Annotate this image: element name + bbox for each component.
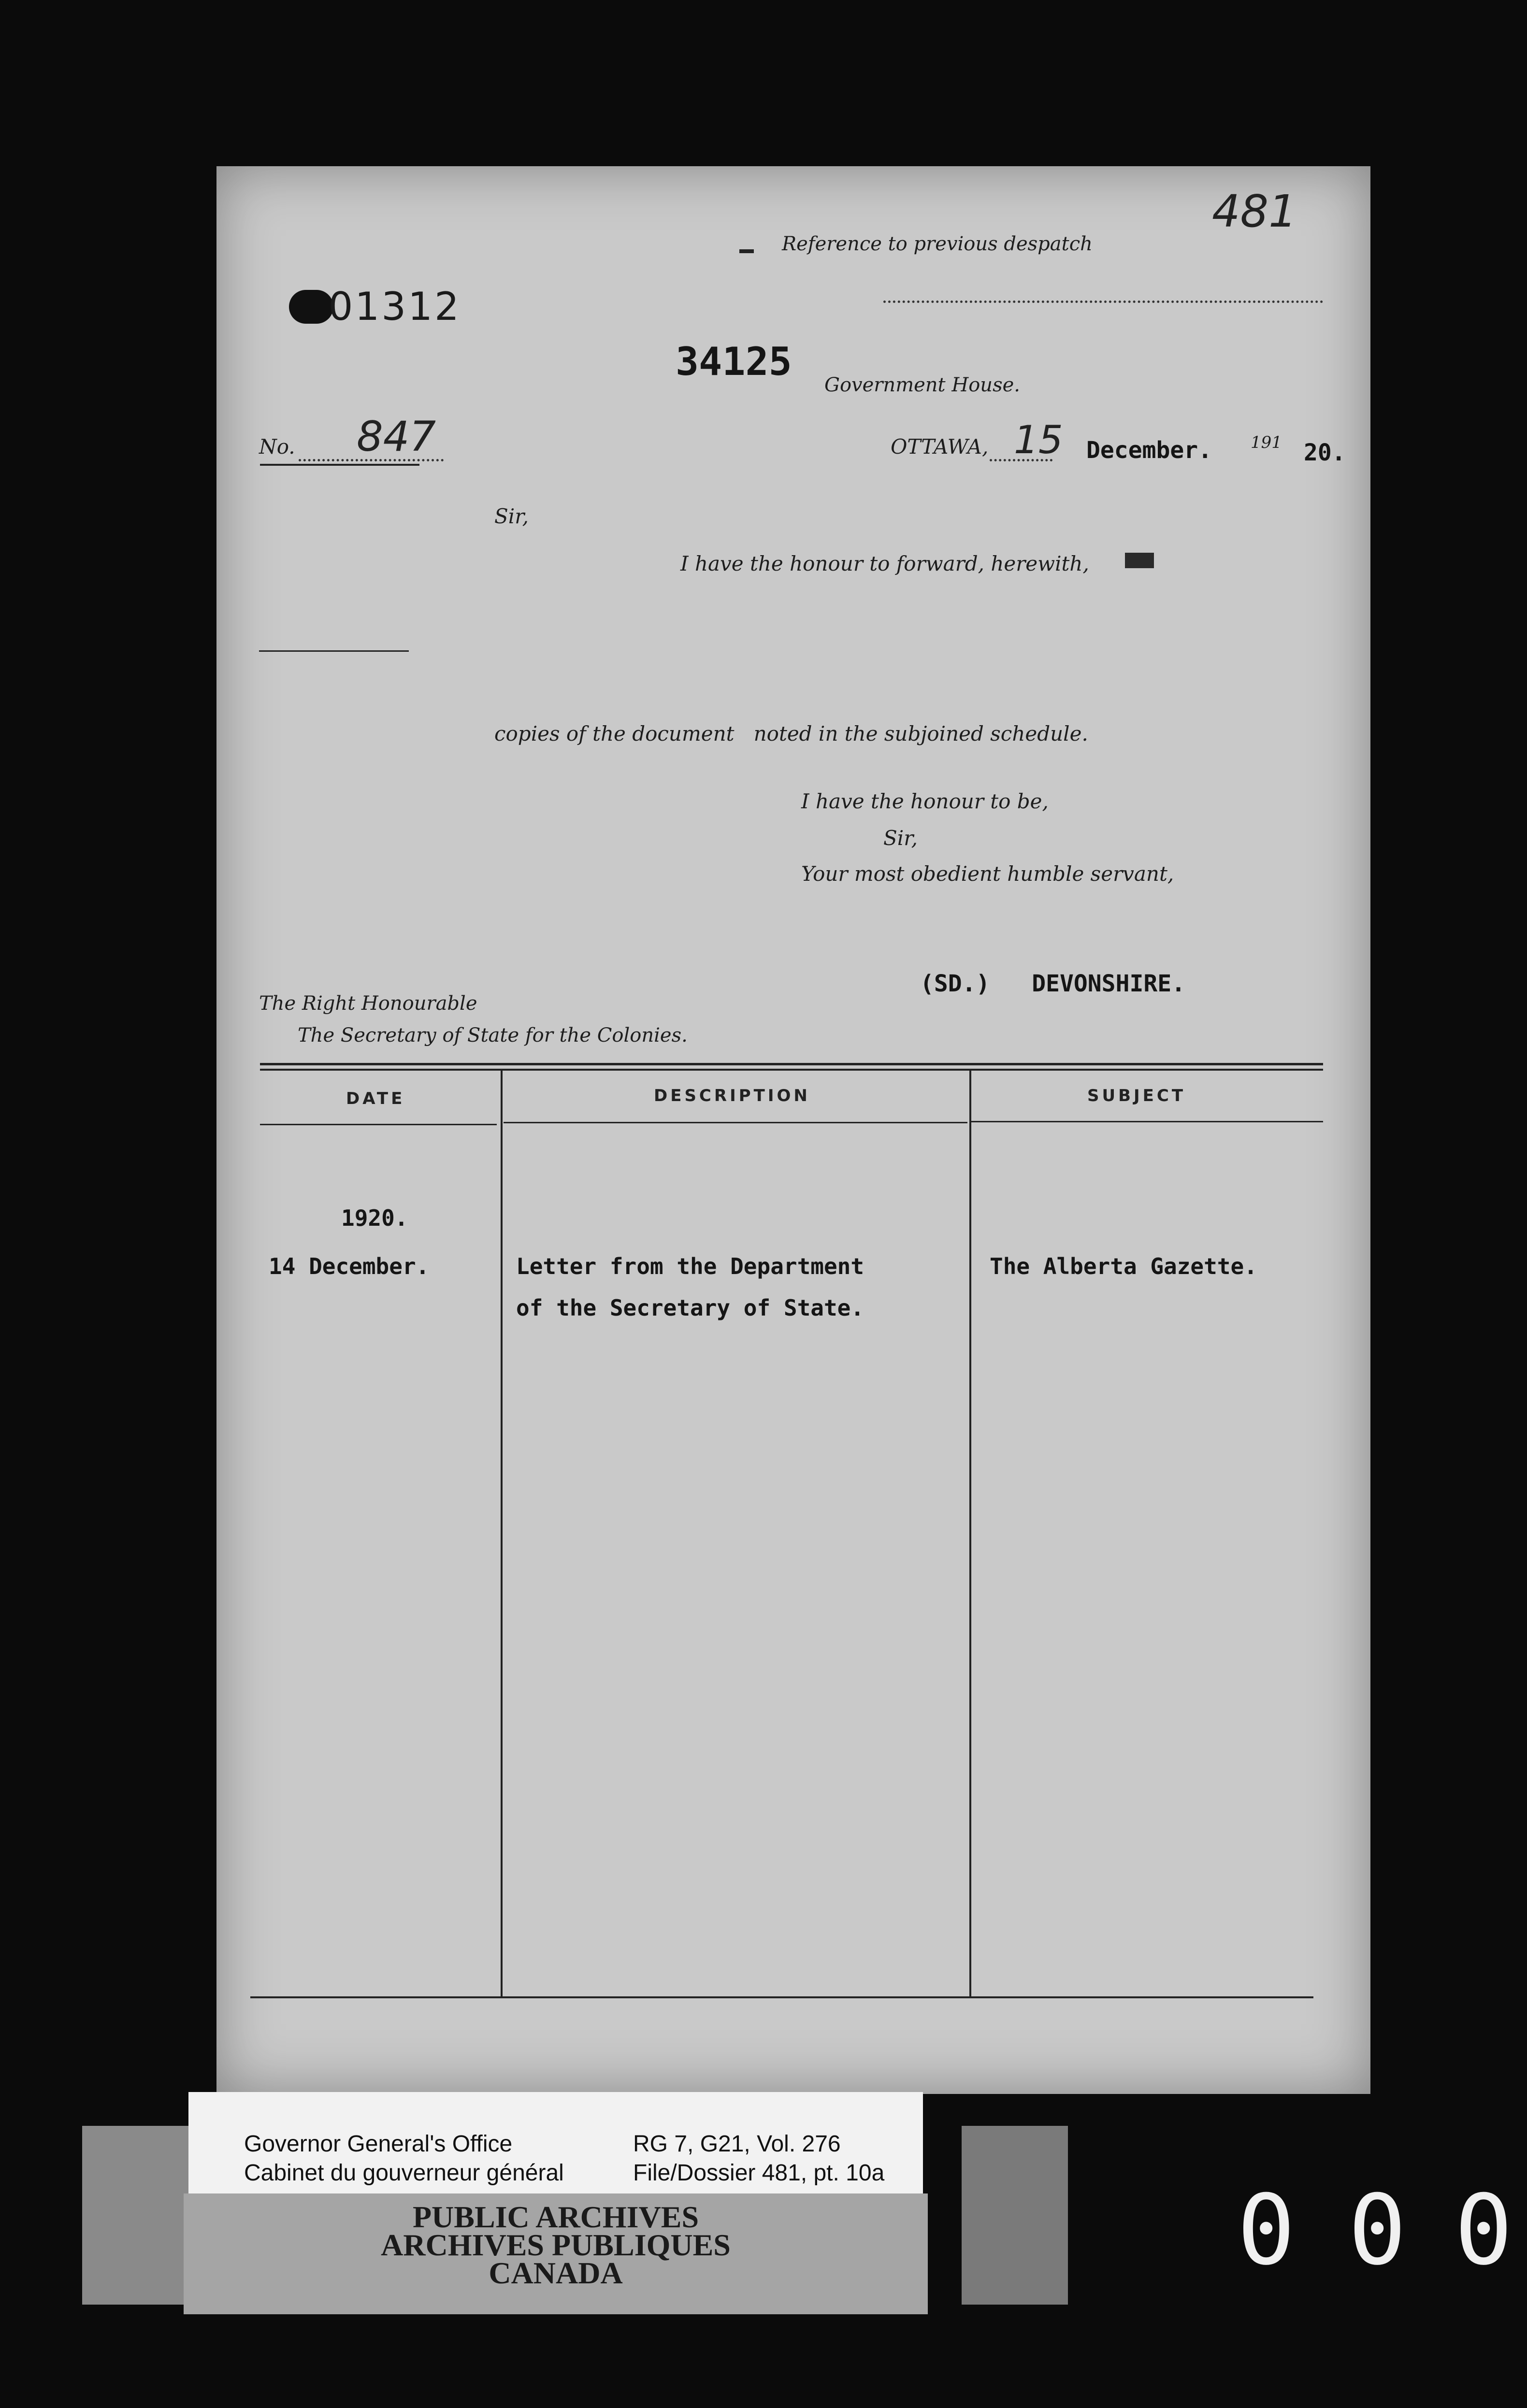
addressee-line2: The Secretary of State for the Colonies. — [298, 1024, 688, 1046]
addressee-line1: The Right Honourable — [259, 992, 477, 1015]
place-label: OTTAWA, — [891, 435, 989, 459]
government-house: Government House. — [824, 374, 1020, 396]
no-label: No. — [259, 435, 295, 459]
archive-ref-volume: RG 7, G21, Vol. 276 — [633, 2131, 841, 2157]
closing-line2: Sir, — [883, 826, 918, 850]
salutation: Sir, — [494, 504, 529, 528]
column-divider-1 — [501, 1071, 503, 1996]
signature: (SD.) DEVONSHIRE. — [920, 970, 1186, 997]
frame-digit-2: 0 — [1348, 2174, 1407, 2287]
no-rule — [260, 464, 419, 466]
public-archives-line3: CANADA — [489, 2256, 623, 2290]
schedule-description-line2: of the Secretary of State. — [516, 1295, 864, 1321]
stamp-number — [289, 284, 461, 329]
closing-line1: I have the honour to be, — [801, 789, 1049, 813]
year-suffix: 20. — [1304, 439, 1346, 466]
date-month: December. — [1086, 437, 1212, 464]
header-rule-mid — [504, 1122, 967, 1123]
frame-digit-3: 0 — [1455, 2174, 1513, 2287]
table-top-rule-1 — [260, 1063, 1323, 1065]
public-archives-stamp — [184, 2193, 928, 2314]
header-rule-left — [260, 1124, 497, 1125]
archive-film-edge-right — [962, 2126, 1068, 2305]
archive-office-en: Governor General's Office — [244, 2131, 513, 2157]
table-top-rule-2 — [260, 1069, 1323, 1071]
frame-digit-1: 0 — [1237, 2174, 1296, 2287]
archive-ref-file: File/Dossier 481, pt. 10a — [633, 2160, 885, 2186]
column-divider-2 — [969, 1071, 971, 1996]
schedule-subject: The Alberta Gazette. — [990, 1253, 1257, 1279]
register-number: 34125 — [676, 339, 792, 384]
column-header-subject: SUBJECT — [1087, 1086, 1186, 1105]
stamp-blot-icon — [289, 290, 333, 324]
date-day: 15 — [1014, 417, 1063, 462]
schedule-date-day: 14 December. — [269, 1253, 430, 1279]
archive-office-fr: Cabinet du gouverneur général — [244, 2160, 564, 2186]
schedule-date-year: 1920. — [341, 1205, 408, 1231]
document-sheet — [216, 166, 1370, 2094]
column-header-description: DESCRIPTION — [654, 1086, 810, 1105]
year-prefix: 191 — [1251, 433, 1282, 452]
column-header-date: DATE — [346, 1089, 405, 1108]
struck-text — [1125, 553, 1154, 568]
letter-line1: I have the honour to forward, herewith, — [680, 552, 1089, 575]
reference-dash — [739, 249, 754, 253]
schedule-description-line1: Letter from the Department — [516, 1253, 864, 1279]
public-archives-line1: PUBLIC ARCHIVES — [412, 2200, 699, 2234]
reference-label: Reference to previous despatch — [782, 233, 1093, 255]
public-archives-line2: ARCHIVES PUBLIQUES — [381, 2228, 731, 2262]
page-number: 481 — [1212, 186, 1297, 237]
no-value: 847 — [357, 413, 436, 461]
table-bottom-rule — [250, 1996, 1313, 1998]
letter-line2: copies of the document noted in the subjoined schedule. — [494, 722, 1088, 745]
reference-dotted-line — [883, 301, 1323, 303]
margin-rule — [259, 650, 409, 652]
closing-line3: Your most obedient humble servant, — [801, 862, 1174, 886]
stamp-number-text: 01312 — [328, 284, 461, 329]
header-rule-right — [970, 1121, 1323, 1122]
